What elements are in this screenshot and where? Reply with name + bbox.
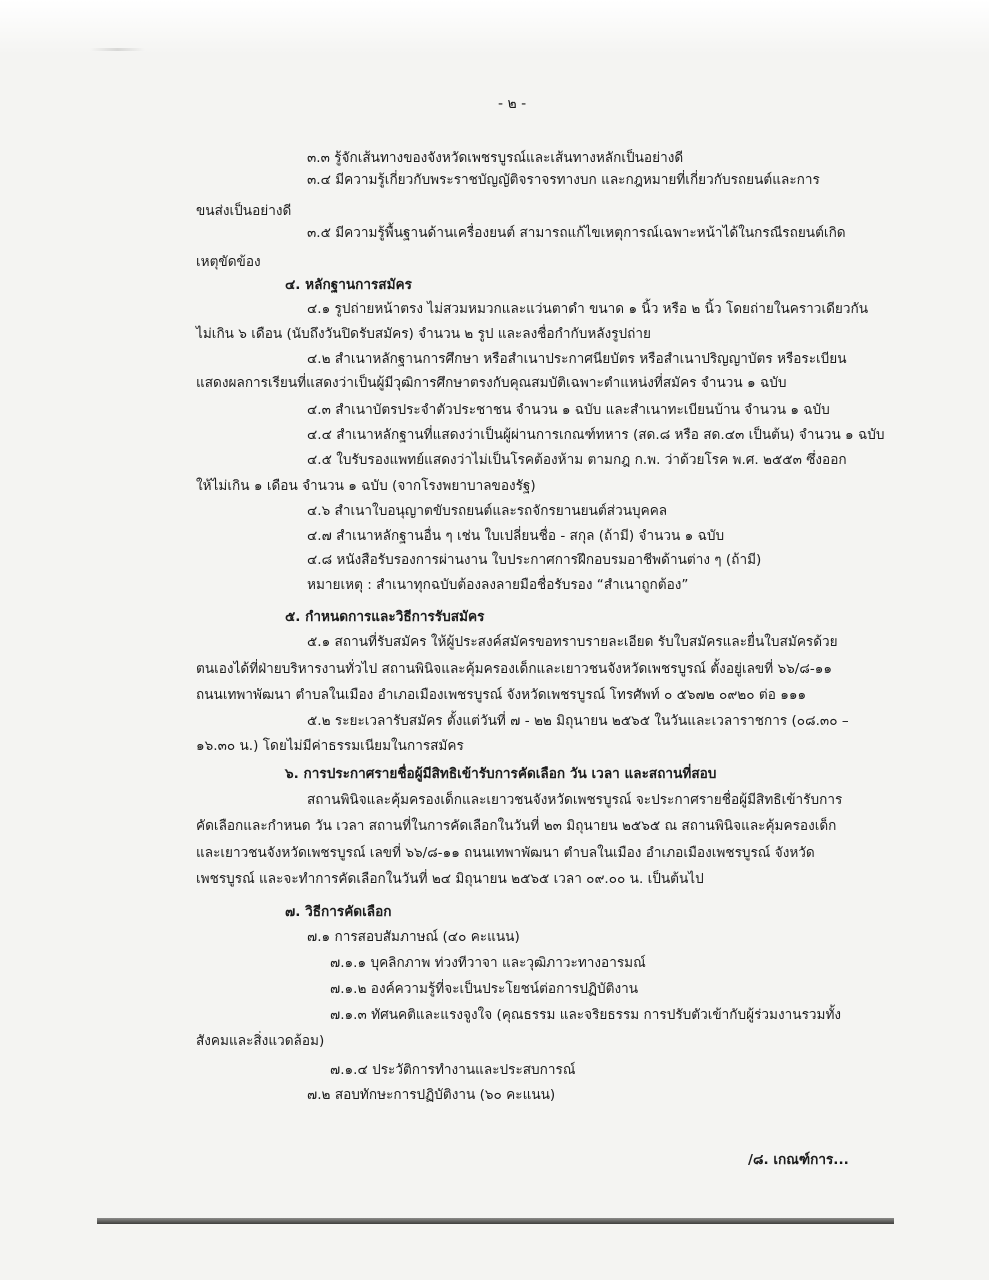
text-line: ๕.๑ สถานที่รับสมัคร ให้ผู้ประสงค์สมัครขอทราบรายละเอียด รับใบสมัครและยื่นใบสมัครด้วย [307, 634, 838, 650]
text-line: ๔.๓ สำเนาบัตรประจำตัวประชาชน จำนวน ๑ ฉบับ และสำเนาทะเบียนบ้าน จำนวน ๑ ฉบับ [307, 402, 830, 418]
text-line: ๓.๔ มีความรู้เกี่ยวกับพระราชบัญญัติจราจรทางบก และกฎหมายที่เกี่ยวกับรถยนต์และการ [307, 172, 820, 188]
text-line: ให้ไม่เกิน ๑ เดือน จำนวน ๑ ฉบับ (จากโรงพยาบาลของรัฐ) [196, 478, 536, 494]
section-heading: ๗. วิธีการคัดเลือก [285, 904, 392, 920]
text-line: ๗.๒ สอบทักษะการปฏิบัติงาน (๖๐ คะแนน) [307, 1087, 556, 1103]
text-line: ๓.๕ มีความรู้พื้นฐานด้านเครื่องยนต์ สามารถแก้ไขเหตุการณ์เฉพาะหน้าได้ในกรณีรถยนต์เกิด [307, 225, 846, 241]
footer-rule [97, 1218, 894, 1224]
text-line: แสดงผลการเรียนที่แสดงว่าเป็นผู้มีวุฒิการศึกษาตรงกับคุณสมบัติเฉพาะตำแหน่งที่สมัคร จำนวน ๑ ฉบับ [196, 375, 787, 391]
text-line: ๗.๑.๒ องค์ความรู้ที่จะเป็นประโยชน์ต่อการปฏิบัติงาน [330, 981, 639, 997]
text-line: ๔.๘ หนังสือรับรองการผ่านงาน ใบประกาศการฝึกอบรมอาชีพด้านต่าง ๆ (ถ้ามี) [307, 552, 762, 568]
text-line: ๗.๑.๑ บุคลิกภาพ ท่วงทีวาจา และวุฒิภาวะทางอารมณ์ [330, 955, 646, 971]
text-line: ๔.๒ สำเนาหลักฐานการศึกษา หรือสำเนาประกาศนียบัตร หรือสำเนาปริญญาบัตร หรือระเบียน [307, 351, 847, 367]
section-heading: ๕. กำหนดการและวิธีการรับสมัคร [285, 609, 485, 625]
scan-top-shade [0, 0, 989, 55]
text-line: ๔.๔ สำเนาหลักฐานที่แสดงว่าเป็นผู้ผ่านการเกณฑ์ทหาร (สด.๘ หรือ สด.๔๓ เป็นต้น) จำนวน ๑ ฉบับ [307, 427, 885, 443]
text-line: ๔.๕ ใบรับรองแพทย์แสดงว่าไม่เป็นโรคต้องห้าม ตามกฎ ก.พ. ว่าด้วยโรค พ.ศ. ๒๕๕๓ ซึ่งออก [307, 452, 847, 468]
section-heading: ๔. หลักฐานการสมัคร [285, 277, 412, 293]
text-line: ไม่เกิน ๖ เดือน (นับถึงวันปิดรับสมัคร) จำนวน ๒ รูป และลงชื่อกำกับหลังรูปถ่าย [196, 326, 652, 342]
text-line: ๓.๓ รู้จักเส้นทางของจังหวัดเพชรบูรณ์และเส้นทางหลักเป็นอย่างดี [307, 150, 684, 166]
text-line: ขนส่งเป็นอย่างดี [196, 203, 292, 219]
text-line: ๔.๑ รูปถ่ายหน้าตรง ไม่สวมหมวกและแว่นตาดำ ขนาด ๑ นิ้ว หรือ ๒ นิ้ว โดยถ่ายในคราวเดียวกัน [307, 301, 869, 317]
text-line: ถนนเทพาพัฒนา ตำบลในเมือง อำเภอเมืองเพชรบูรณ์ จังหวัดเพชรบูรณ์ โทรศัพท์ ๐ ๕๖๗๒ ๐๙๒๐ ต่อ ๑๑๑ [196, 687, 807, 703]
page-number: - ๒ - [498, 96, 527, 112]
section-heading: /๘. เกณฑ์การ... [748, 1152, 849, 1168]
text-line: ๔.๗ สำเนาหลักฐานอื่น ๆ เช่น ใบเปลี่ยนชื่อ - สกุล (ถ้ามี) จำนวน ๑ ฉบับ [307, 528, 725, 544]
text-line: ๗.๑.๓ ทัศนคติและแรงจูงใจ (คุณธรรม และจริยธรรม การปรับตัวเข้ากับผู้ร่วมงานรวมทั้ง [330, 1007, 842, 1023]
text-line: คัดเลือกและกำหนด วัน เวลา สถานที่ในการคัดเลือกในวันที่ ๒๓ มิถุนายน ๒๕๖๕ ณ สถานพินิจและคุ้มครองเด็ก [196, 818, 837, 834]
text-line: ๑๖.๓๐ น.) โดยไม่มีค่าธรรมเนียมในการสมัคร [196, 738, 464, 754]
text-line: และเยาวชนจังหวัดเพชรบูรณ์ เลขที่ ๖๖/๘-๑๑ ถนนเทพาพัฒนา ตำบลในเมือง อำเภอเมืองเพชรบูรณ์ จังหวัด [196, 845, 815, 861]
text-line: ๔.๖ สำเนาใบอนุญาตขับรถยนต์และรถจักรยานยนต์ส่วนบุคคล [307, 503, 668, 519]
section-heading: ๖. การประกาศรายชื่อผู้มีสิทธิเข้ารับการคัดเลือก วัน เวลา และสถานที่สอบ [285, 766, 717, 782]
scan-mark [90, 48, 145, 51]
text-line: ตนเองได้ที่ฝ่ายบริหารงานทั่วไป สถานพินิจและคุ้มครองเด็กและเยาวชนจังหวัดเพชรบูรณ์ ตั้งอยู่เลขที่ ๖๖/๘-๑๑ [196, 661, 832, 677]
text-line: ๗.๑ การสอบสัมภาษณ์ (๔๐ คะแนน) [307, 929, 520, 945]
text-line: ๕.๒ ระยะเวลารับสมัคร ตั้งแต่วันที่ ๗ - ๒๒ มิถุนายน ๒๕๖๕ ในวันและเวลาราชการ (๐๘.๓๐ – [307, 713, 849, 729]
text-line: ๗.๑.๔ ประวัติการทำงานและประสบการณ์ [330, 1062, 576, 1078]
text-line: สังคมและสิ่งแวดล้อม) [196, 1033, 325, 1049]
text-line: หมายเหตุ : สำเนาทุกฉบับต้องลงลายมือชื่อรับรอง “สำเนาถูกต้อง” [307, 577, 689, 593]
text-line: สถานพินิจและคุ้มครองเด็กและเยาวชนจังหวัดเพชรบูรณ์ จะประกาศรายชื่อผู้มีสิทธิเข้ารับการ [307, 792, 843, 808]
text-line: เหตุขัดข้อง [196, 254, 261, 270]
text-line: เพชรบูรณ์ และจะทำการคัดเลือกในวันที่ ๒๔ มิถุนายน ๒๕๖๕ เวลา ๐๙.๐๐ น. เป็นต้นไป [196, 871, 704, 887]
